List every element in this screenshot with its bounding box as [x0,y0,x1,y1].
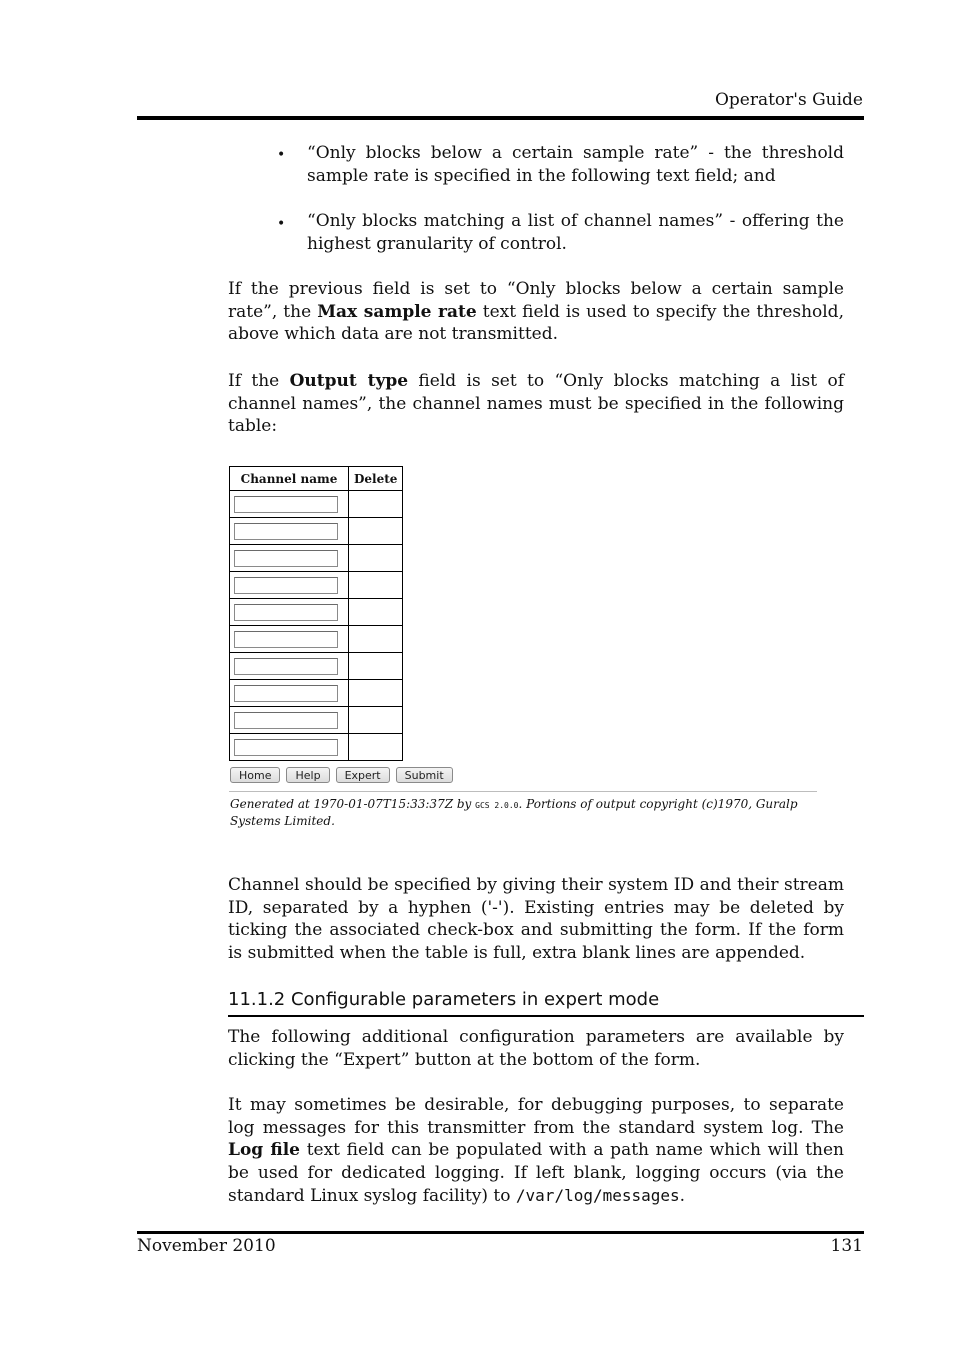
section-heading: 11.1.2 Configurable parameters in expert mode [228,989,660,1010]
delete-cell [349,734,403,761]
table-row [230,491,403,518]
bullet-marker: • [277,147,286,163]
column-header-channel-name: Channel name [230,467,349,491]
paragraph [228,1094,844,1208]
bullet-item: “Only blocks matching a list of channel names” - offering the highest granularity of control. [307,211,844,254]
table-row [230,707,403,734]
section-rule [228,1015,864,1017]
channel-name-input[interactable] [234,631,338,648]
channel-name-cell [230,707,349,734]
running-header-title: Operator's Guide [714,90,863,110]
channel-name-input[interactable] [234,604,338,621]
table-row [230,599,403,626]
channel-name-cell [230,545,349,572]
form-button-row [230,767,453,783]
footer-date: November 2010 [137,1236,276,1256]
channel-name-input[interactable] [234,496,338,513]
column-header-delete: Delete [349,467,403,491]
delete-cell [349,680,403,707]
file-path-code: /var/log/messages [515,1185,680,1205]
field-name-bold: Log file [228,1140,301,1161]
channel-name-cell [230,626,349,653]
table-row [230,734,403,761]
paragraph-text: If the previous field is set to “Only blocks below a certain sample rate”, the [228,279,844,322]
table-row [230,572,403,599]
channel-name-input[interactable] [234,577,338,594]
channel-name-cell [230,572,349,599]
generated-text: . Portions of output copyright (c)1970, Guralp Systems Limited. [230,797,798,828]
channel-name-cell [230,734,349,761]
paragraph-text: It may sometimes be desirable, for debugging purposes, to separate log messages for this transmitter from the standard system log. The [228,1095,844,1138]
bullet-item: “Only blocks below a certain sample rate” - the threshold sample rate is specified in the following text field; and [307,143,844,186]
table-row [230,680,403,707]
paragraph-text: . [679,1185,686,1206]
channel-name-cell [230,518,349,545]
page-number: 131 [830,1236,863,1256]
channel-name-input[interactable] [234,658,338,675]
delete-cell [349,518,403,545]
footer-rule [137,1231,864,1234]
paragraph [228,370,844,438]
channel-name-input[interactable] [234,523,338,540]
paragraph-text: text field can be populated with a path name which will then be used for dedicated logging. If left blank, logging occurs (via the standard Linux syslog facility) to [228,1140,845,1206]
table-row [230,518,403,545]
paragraph: The following additional configuration parameters are available by clicking the “Expert” button at the bottom of the form. [228,1027,844,1070]
paragraph: Channel should be specified by giving their system ID and their stream ID, separated by a hyphen ('-'). Existing entries may be deleted by ticking the associated check-box and submitting the form. If the form is submitted when the table is full, extra blank lines are appended. [228,875,844,964]
channel-name-input[interactable] [234,550,338,567]
channel-name-table [229,466,403,761]
delete-cell [349,599,403,626]
channel-name-input[interactable] [234,712,338,729]
generated-notice [230,797,830,829]
paragraph [228,278,844,346]
generated-text: Generated at 1970-01-07T15:33:37Z by [230,797,476,811]
channel-name-cell [230,599,349,626]
expert-button[interactable]: Expert [336,767,390,783]
delete-cell [349,572,403,599]
form-footer-rule [229,791,817,792]
field-name-bold: Output type [289,371,409,391]
bullet-marker: • [277,216,286,232]
home-button[interactable]: Home [230,767,280,783]
channel-name-cell [230,680,349,707]
delete-cell [349,653,403,680]
channel-name-input[interactable] [234,685,338,702]
help-button[interactable]: Help [286,767,329,783]
delete-cell [349,545,403,572]
header-rule [137,116,864,120]
field-name-bold: Max sample rate [317,301,477,322]
paragraph-text: field is set to “Only blocks matching a list of channel names”, the channel names must be specified in the following table: [228,371,844,437]
channel-table-body [230,491,403,761]
delete-cell [349,491,403,518]
channel-name-input[interactable] [234,739,338,756]
table-row [230,545,403,572]
paragraph-text: If the [228,371,290,391]
channel-name-cell [230,491,349,518]
generator-name: GCS 2.0.0 [475,801,519,810]
paragraph-text: text field is used to specify the threshold, above which data are not transmitted. [228,301,844,345]
channel-name-cell [230,653,349,680]
delete-cell [349,626,403,653]
delete-cell [349,707,403,734]
table-row [230,653,403,680]
submit-button[interactable]: Submit [396,767,453,783]
table-row [230,626,403,653]
